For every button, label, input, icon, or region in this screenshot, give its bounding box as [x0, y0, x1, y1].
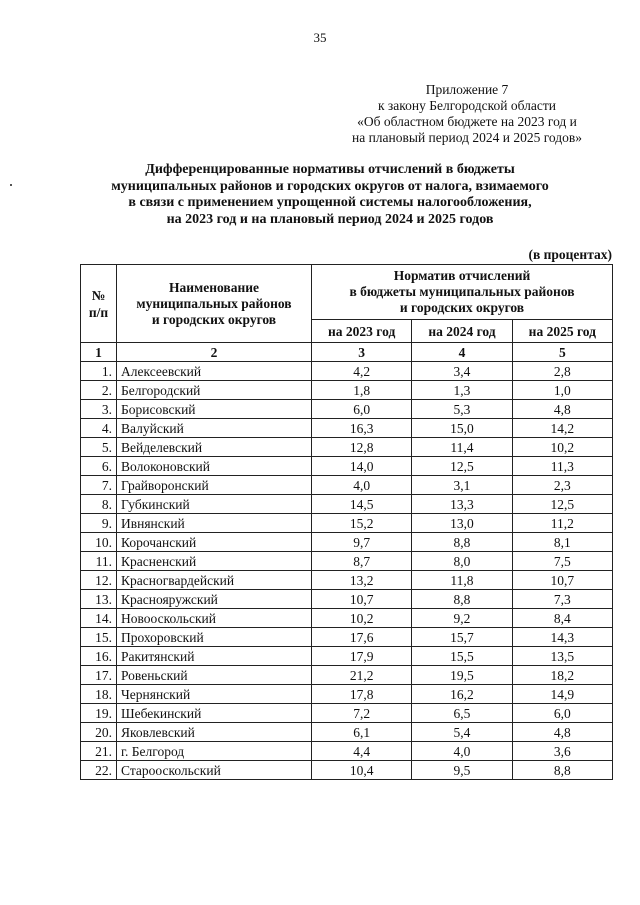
- row-number: 20.: [81, 723, 117, 742]
- table-row: [81, 495, 613, 514]
- district-name: Старооскольский: [117, 761, 312, 780]
- table-row: [81, 723, 613, 742]
- value-2023: 13,2: [312, 571, 412, 590]
- district-name: Вейделевский: [117, 438, 312, 457]
- appendix-line: на плановый период 2024 и 2025 годов»: [351, 130, 582, 145]
- row-number: 16.: [81, 647, 117, 666]
- value-2024: 6,5: [412, 704, 512, 723]
- district-name: Красногвардейский: [117, 571, 312, 590]
- value-2025: 6,0: [512, 704, 612, 723]
- row-number: 14.: [81, 609, 117, 628]
- column-numbers-row: [81, 343, 613, 362]
- row-number: 10.: [81, 533, 117, 552]
- district-name: Алексеевский: [117, 362, 312, 381]
- table-row: [81, 552, 613, 571]
- value-2025: 11,3: [512, 457, 612, 476]
- value-2025: 10,2: [512, 438, 612, 457]
- table-row: [81, 514, 613, 533]
- value-2025: 12,5: [512, 495, 612, 514]
- value-2023: 7,2: [312, 704, 412, 723]
- row-number: 3.: [81, 400, 117, 419]
- value-2023: 16,3: [312, 419, 412, 438]
- district-name: Красненский: [117, 552, 312, 571]
- table-row: [81, 590, 613, 609]
- row-number: 11.: [81, 552, 117, 571]
- value-2024: 5,3: [412, 400, 512, 419]
- value-2024: 8,8: [412, 590, 512, 609]
- value-2023: 17,8: [312, 685, 412, 704]
- title-line: на 2023 год и на плановый период 2024 и 2025 годов: [166, 211, 494, 227]
- value-2024: 9,5: [412, 761, 512, 780]
- norms-table: [80, 264, 613, 780]
- table-row: [81, 571, 613, 590]
- table-row: [81, 381, 613, 400]
- value-2023: 4,4: [312, 742, 412, 761]
- district-name: Прохоровский: [117, 628, 312, 647]
- table-row: [81, 533, 613, 552]
- value-2025: 2,8: [512, 362, 612, 381]
- header-name-line1: Наименование: [169, 279, 259, 295]
- table-row: [81, 362, 613, 381]
- title-line: в связи с применением упрощенной системы налогообложения,: [128, 195, 532, 210]
- appendix-line: «Об областном бюджете на 2023 год и: [357, 114, 577, 129]
- district-name: Чернянский: [117, 685, 312, 704]
- value-2025: 4,8: [512, 723, 612, 742]
- header-norm: [312, 265, 613, 320]
- value-2023: 10,4: [312, 761, 412, 780]
- table-row: [81, 647, 613, 666]
- table-row: [81, 666, 613, 685]
- column-number: 3: [312, 343, 412, 362]
- value-2024: 15,5: [412, 647, 512, 666]
- table-row: [81, 609, 613, 628]
- row-number: 22.: [81, 761, 117, 780]
- row-number: 5.: [81, 438, 117, 457]
- district-name: Новооскольский: [117, 609, 312, 628]
- value-2025: 13,5: [512, 647, 612, 666]
- value-2024: 1,3: [412, 381, 512, 400]
- value-2024: 12,5: [412, 457, 512, 476]
- row-number: 9.: [81, 514, 117, 533]
- header-number: [81, 265, 117, 343]
- table-row: [81, 400, 613, 419]
- value-2024: 16,2: [412, 685, 512, 704]
- value-2025: 18,2: [512, 666, 612, 685]
- value-2025: 14,9: [512, 685, 612, 704]
- value-2023: 4,0: [312, 476, 412, 495]
- district-name: Борисовский: [117, 400, 312, 419]
- district-name: Белгородский: [117, 381, 312, 400]
- value-2025: 8,8: [512, 761, 612, 780]
- title-line: Дифференцированные нормативы отчислений в бюджеты: [145, 162, 515, 177]
- value-2024: 3,4: [412, 362, 512, 381]
- units-label: (в процентах): [528, 247, 612, 262]
- district-name: Ровеньский: [117, 666, 312, 685]
- value-2023: 17,9: [312, 647, 412, 666]
- district-name: Ивнянский: [117, 514, 312, 533]
- header-norm-line1: Норматив отчислений: [393, 268, 531, 283]
- value-2025: 10,7: [512, 571, 612, 590]
- row-number: 12.: [81, 571, 117, 590]
- table-row: [81, 742, 613, 761]
- row-number: 7.: [81, 476, 117, 495]
- header-norm-line3: и городских округов: [399, 300, 525, 315]
- header-norm-line2: в бюджеты муниципальных районов: [349, 284, 575, 299]
- value-2023: 9,7: [312, 533, 412, 552]
- district-name: Корочанский: [117, 533, 312, 552]
- value-2023: 14,0: [312, 457, 412, 476]
- district-name: Валуйский: [117, 419, 312, 438]
- value-2023: 1,8: [312, 381, 412, 400]
- value-2025: 8,4: [512, 609, 612, 628]
- appendix-line: к закону Белгородской области: [378, 98, 556, 113]
- value-2025: 8,1: [512, 533, 612, 552]
- district-name: Яковлевский: [117, 723, 312, 742]
- table-row: [81, 704, 613, 723]
- title-line: муниципальных районов и городских округов от налога, взимаемого: [111, 178, 549, 194]
- value-2024: 8,0: [412, 552, 512, 571]
- district-name: Краснояружский: [117, 590, 312, 609]
- value-2024: 4,0: [412, 742, 512, 761]
- header-number-line2: п/п: [88, 304, 109, 320]
- table-row: [81, 761, 613, 780]
- column-number: 1: [81, 343, 117, 362]
- district-name: Волоконовский: [117, 457, 312, 476]
- header-year-2024: на 2024 год: [412, 320, 512, 343]
- page-number: 35: [313, 30, 327, 45]
- row-number: 18.: [81, 685, 117, 704]
- row-number: 6.: [81, 457, 117, 476]
- value-2023: 6,1: [312, 723, 412, 742]
- value-2024: 11,4: [412, 438, 512, 457]
- row-number: 19.: [81, 704, 117, 723]
- row-number: 8.: [81, 495, 117, 514]
- district-name: Шебекинский: [117, 704, 312, 723]
- header-year-2023: на 2023 год: [312, 320, 412, 343]
- value-2024: 8,8: [412, 533, 512, 552]
- value-2024: 3,1: [412, 476, 512, 495]
- value-2025: 11,2: [512, 514, 612, 533]
- value-2025: 3,6: [512, 742, 612, 761]
- value-2023: 17,6: [312, 628, 412, 647]
- row-number: 2.: [81, 381, 117, 400]
- table-row: [81, 476, 613, 495]
- header-number-line1: №: [91, 287, 106, 303]
- value-2025: 1,0: [512, 381, 612, 400]
- value-2024: 5,4: [412, 723, 512, 742]
- value-2023: 6,0: [312, 400, 412, 419]
- header-name-line2: муниципальных районов: [136, 295, 292, 311]
- value-2025: 14,2: [512, 419, 612, 438]
- document-title: [60, 162, 600, 228]
- table-row: [81, 419, 613, 438]
- value-2023: 4,2: [312, 362, 412, 381]
- header-name-line3: и городских округов: [151, 311, 277, 327]
- column-number: 2: [117, 343, 312, 362]
- value-2024: 15,7: [412, 628, 512, 647]
- row-number: 13.: [81, 590, 117, 609]
- table-row: [81, 438, 613, 457]
- value-2024: 13,3: [412, 495, 512, 514]
- row-number: 4.: [81, 419, 117, 438]
- table-row: [81, 685, 613, 704]
- district-name: Грайворонский: [117, 476, 312, 495]
- row-number: 15.: [81, 628, 117, 647]
- value-2024: 11,8: [412, 571, 512, 590]
- row-number: 1.: [81, 362, 117, 381]
- scan-mark: [10, 184, 12, 186]
- value-2024: 9,2: [412, 609, 512, 628]
- column-number: 4: [412, 343, 512, 362]
- value-2024: 15,0: [412, 419, 512, 438]
- appendix-heading: [332, 82, 602, 146]
- appendix-line: Приложение 7: [425, 82, 509, 97]
- value-2023: 10,2: [312, 609, 412, 628]
- table-row: [81, 457, 613, 476]
- header-name: [117, 265, 312, 343]
- value-2023: 10,7: [312, 590, 412, 609]
- value-2023: 8,7: [312, 552, 412, 571]
- header-year-2025: на 2025 год: [512, 320, 612, 343]
- value-2023: 12,8: [312, 438, 412, 457]
- value-2023: 14,5: [312, 495, 412, 514]
- district-name: г. Белгород: [117, 742, 312, 761]
- value-2024: 19,5: [412, 666, 512, 685]
- row-number: 17.: [81, 666, 117, 685]
- value-2025: 4,8: [512, 400, 612, 419]
- row-number: 21.: [81, 742, 117, 761]
- value-2024: 13,0: [412, 514, 512, 533]
- value-2025: 2,3: [512, 476, 612, 495]
- district-name: Ракитянский: [117, 647, 312, 666]
- column-number: 5: [512, 343, 612, 362]
- value-2025: 14,3: [512, 628, 612, 647]
- district-name: Губкинский: [117, 495, 312, 514]
- value-2023: 21,2: [312, 666, 412, 685]
- value-2025: 7,5: [512, 552, 612, 571]
- table-row: [81, 628, 613, 647]
- value-2023: 15,2: [312, 514, 412, 533]
- value-2025: 7,3: [512, 590, 612, 609]
